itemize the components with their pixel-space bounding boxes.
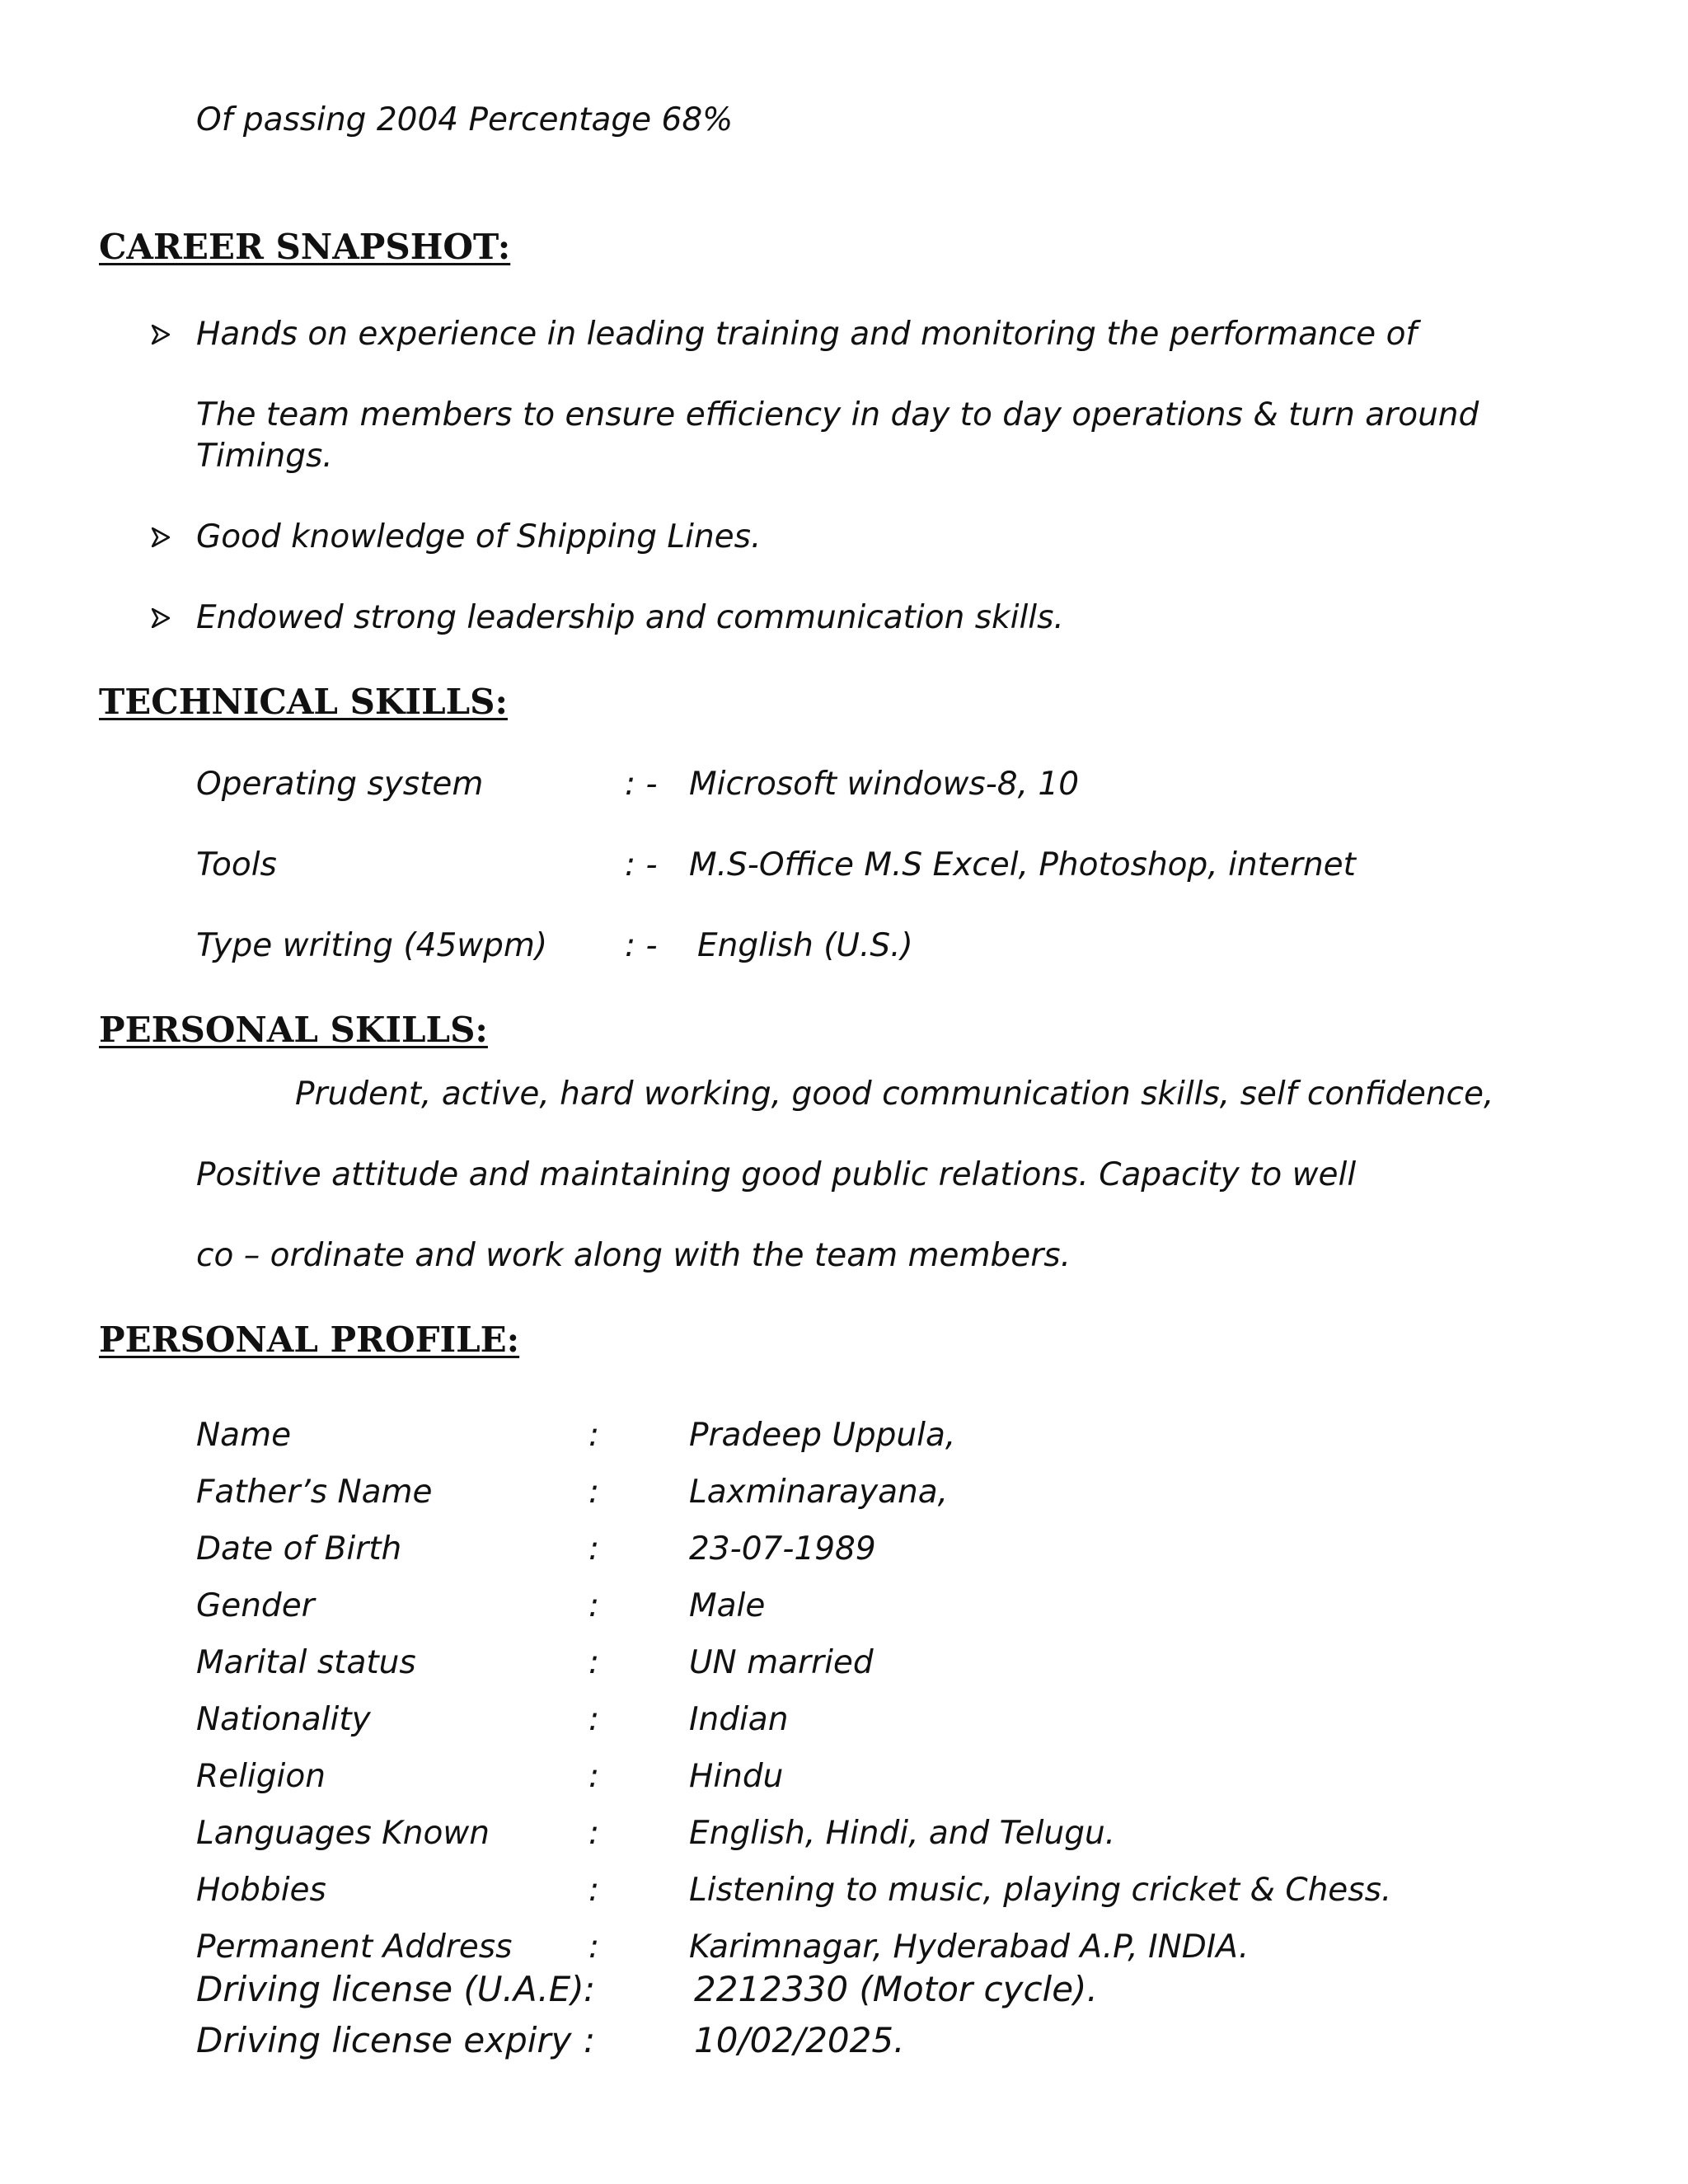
profile-label-hobbies: Hobbies bbox=[196, 1872, 326, 1909]
profile-sep: : bbox=[588, 1758, 600, 1795]
profile-value-permanent-address: Karimnagar, Hyderabad A.P, INDIA. bbox=[689, 1929, 1250, 1966]
profile-label-marital-status: Marital status bbox=[196, 1644, 416, 1681]
personal-skills-heading: PERSONAL SKILLS: bbox=[99, 1010, 488, 1050]
profile-value-driving-license: 2212330 (Motor cycle). bbox=[694, 1969, 1098, 2009]
profile-value-nationality: Indian bbox=[689, 1701, 789, 1738]
profile-label-religion: Religion bbox=[196, 1758, 326, 1795]
tech-value-typewriting: English (U.S.) bbox=[697, 927, 913, 964]
profile-label-permanent-address: Permanent Address bbox=[196, 1929, 513, 1966]
profile-sep: : bbox=[584, 1969, 596, 2009]
profile-value-hobbies: Listening to music, playing cricket & Chess. bbox=[689, 1872, 1392, 1909]
profile-value-fathers-name: Laxminarayana, bbox=[689, 1474, 949, 1511]
profile-label-fathers-name: Father’s Name bbox=[196, 1474, 433, 1511]
arrowhead-bullet-icon bbox=[152, 527, 170, 547]
profile-label-dob: Date of Birth bbox=[196, 1530, 402, 1568]
profile-sep: : bbox=[584, 2020, 596, 2060]
profile-sep: : bbox=[588, 1644, 600, 1681]
profile-value-languages: English, Hindi, and Telugu. bbox=[689, 1815, 1116, 1852]
profile-value-name: Pradeep Uppula, bbox=[689, 1417, 956, 1454]
personal-skills-line-1: Prudent, active, hard working, good communication skills, self confidence, bbox=[295, 1076, 1494, 1113]
personal-skills-line-2: Positive attitude and maintaining good public relations. Capacity to well bbox=[196, 1156, 1357, 1193]
profile-sep: : bbox=[588, 1701, 600, 1738]
profile-label-gender: Gender bbox=[196, 1587, 315, 1624]
tech-sep-typewriting: : - bbox=[625, 927, 658, 964]
career-bullet-1: Hands on experience in leading training and monitoring the performance of bbox=[196, 316, 1418, 353]
profile-sep: : bbox=[588, 1587, 600, 1624]
tech-value-tools: M.S-Office M.S Excel, Photoshop, internet bbox=[689, 846, 1356, 883]
career-bullet-3: Endowed strong leadership and communication skills. bbox=[196, 599, 1064, 636]
career-bullet-1-continuation: The team members to ensure efficiency in day to day operations & turn around bbox=[196, 396, 1479, 434]
profile-sep: : bbox=[588, 1872, 600, 1909]
profile-label-driving-license: Driving license (U.A.E) bbox=[196, 1969, 584, 2009]
profile-value-dob: 23-07-1989 bbox=[689, 1530, 876, 1568]
career-snapshot-heading: CAREER SNAPSHOT: bbox=[99, 227, 511, 267]
profile-value-religion: Hindu bbox=[689, 1758, 784, 1795]
arrowhead-bullet-icon bbox=[152, 608, 170, 628]
career-bullet-2: Good knowledge of Shipping Lines. bbox=[196, 518, 762, 555]
personal-profile-heading: PERSONAL PROFILE: bbox=[99, 1319, 520, 1360]
tech-label-typewriting: Type writing (45wpm) bbox=[196, 927, 548, 964]
profile-sep: : bbox=[588, 1530, 600, 1568]
profile-label-languages: Languages Known bbox=[196, 1815, 490, 1852]
profile-value-driving-license-expiry: 10/02/2025. bbox=[694, 2020, 905, 2060]
education-passing-line: Of passing 2004 Percentage 68% bbox=[196, 101, 734, 138]
tech-value-os: Microsoft windows-8, 10 bbox=[689, 766, 1080, 803]
arrowhead-bullet-icon bbox=[152, 325, 170, 344]
profile-sep: : bbox=[588, 1474, 600, 1511]
profile-label-driving-license-expiry: Driving license expiry bbox=[196, 2020, 572, 2060]
profile-sep: : bbox=[588, 1929, 600, 1966]
tech-sep-tools: : - bbox=[625, 846, 658, 883]
profile-label-nationality: Nationality bbox=[196, 1701, 371, 1738]
profile-value-gender: Male bbox=[689, 1587, 766, 1624]
tech-label-tools: Tools bbox=[196, 846, 277, 883]
profile-value-marital-status: UN married bbox=[689, 1644, 874, 1681]
tech-label-os: Operating system bbox=[196, 766, 484, 803]
personal-skills-line-3: co – ordinate and work along with the team members. bbox=[196, 1237, 1071, 1274]
profile-sep: : bbox=[588, 1815, 600, 1852]
tech-sep-os: : - bbox=[625, 766, 658, 803]
profile-label-name: Name bbox=[196, 1417, 292, 1454]
profile-sep: : bbox=[588, 1417, 600, 1454]
career-bullet-1-continuation-2: Timings. bbox=[196, 438, 333, 475]
technical-skills-heading: TECHNICAL SKILLS: bbox=[99, 682, 508, 722]
